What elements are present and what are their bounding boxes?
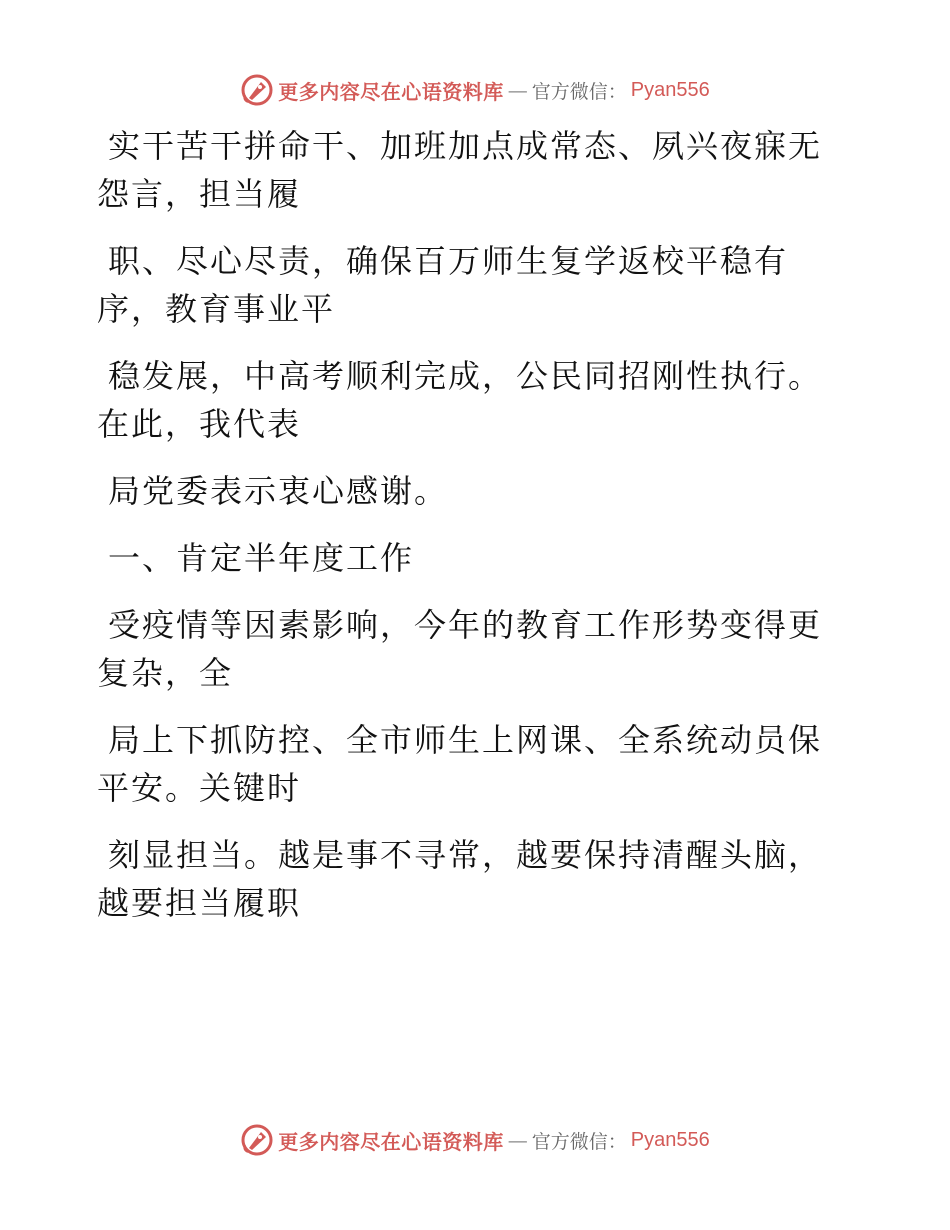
paragraph-line: 稳发展，中高考顺利完成，公民同招刚性执行。: [108, 357, 823, 395]
footer-watermark: [0, 1120, 950, 1160]
watermark-wechat-id: Pyan556: [630, 1128, 710, 1151]
paragraph-line: 实干苦干拼命干、加班加点成常态、夙兴夜寐无: [108, 127, 823, 165]
watermark-official-label: 官方微信：: [531, 1130, 627, 1153]
watermark-text: 更多内容尽在心语资料库: [278, 79, 504, 104]
watermark-official-label: 官方微信：: [531, 80, 627, 103]
paragraph-3: [97, 352, 857, 448]
header-watermark: [0, 70, 950, 110]
paragraph-line: 局党委表示衷心感谢。: [108, 472, 449, 510]
watermark-text: 更多内容尽在心语资料库: [278, 1129, 504, 1154]
watermark-row: [240, 1123, 709, 1157]
paragraph-line: 受疫情等因素影响，今年的教育工作形势变得更: [108, 606, 823, 644]
paragraph-line: 序，教育事业平: [97, 290, 336, 328]
paragraph-4: [97, 467, 857, 515]
paragraph-7: [97, 716, 857, 812]
section-heading: [97, 534, 857, 582]
paragraph-line: 刻显担当。越是事不寻常，越要保持清醒头脑，: [108, 836, 823, 874]
paragraph-8: [97, 831, 857, 927]
paragraph-line: 越要担当履职: [97, 884, 302, 922]
watermark-dash: —: [507, 1128, 528, 1152]
paragraph-line: 复杂，全: [97, 654, 234, 692]
watermark-row: [240, 73, 709, 107]
paragraph-line: 平安。关键时: [97, 769, 302, 807]
paragraph-line: 怨言，担当履: [97, 175, 302, 213]
paragraph-1: [97, 122, 857, 218]
document-body: [97, 122, 857, 946]
watermark-wechat-id: Pyan556: [630, 78, 710, 101]
paragraph-line: 局上下抓防控、全市师生上网课、全系统动员保: [108, 721, 823, 759]
pen-nib-circle-icon: [240, 1123, 274, 1157]
paragraph-line: 职、尽心尽责，确保百万师生复学返校平稳有: [108, 242, 789, 280]
section-heading-text: 一、肯定半年度工作: [108, 539, 415, 577]
paragraph-6: [97, 601, 857, 697]
paragraph-line: 在此，我代表: [97, 405, 302, 443]
paragraph-2: [97, 237, 857, 333]
watermark-dash: —: [507, 78, 528, 102]
pen-nib-circle-icon: [240, 73, 274, 107]
